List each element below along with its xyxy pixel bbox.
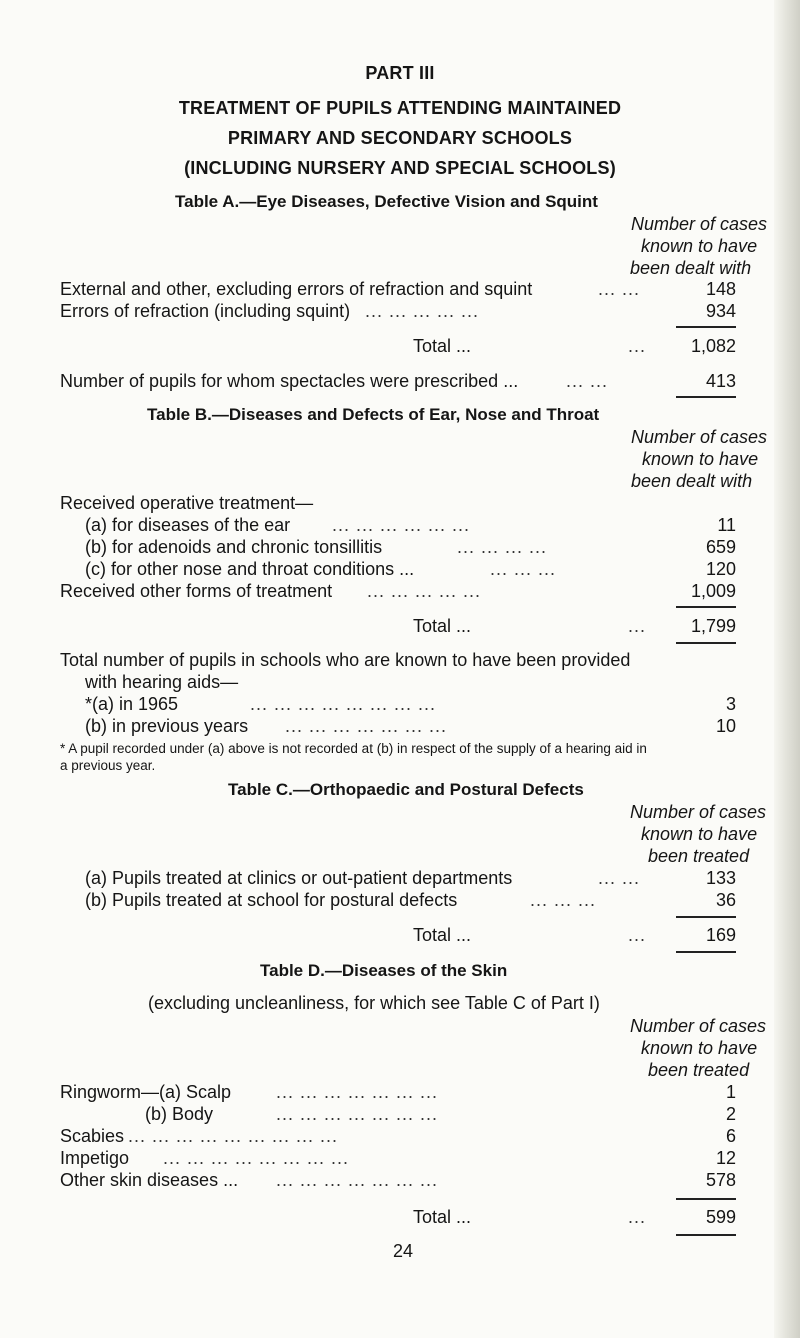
hearing-row-dots: ... ... ... ... ... ... ... ... bbox=[250, 694, 437, 714]
page-number: 24 bbox=[393, 1241, 414, 1261]
table-a-row-dots: ... ... ... ... ... bbox=[365, 301, 480, 321]
table-d-row-value: 2 bbox=[725, 1104, 736, 1124]
table-d-title: Table D.—Diseases of the Skin bbox=[260, 961, 508, 980]
table-a-row-value: 148 bbox=[705, 279, 736, 299]
footnote-line-2: a previous year. bbox=[60, 758, 156, 773]
table-b-row-dots: ... ... ... bbox=[490, 559, 557, 579]
table-d-row-dots: ... ... ... ... ... ... ... bbox=[276, 1104, 439, 1124]
footnote-line-1: * A pupil recorded under (a) above is not recorded at (b) in respect of the supply of a hearing aid in bbox=[60, 741, 647, 756]
hearing-row-label: *(a) in 1965 bbox=[85, 694, 179, 714]
title-line-1: TREATMENT OF PUPILS ATTENDING MAINTAINED bbox=[178, 98, 622, 118]
table-a-row-dots: ... ... bbox=[598, 279, 641, 299]
table-b-subtotal-rule bbox=[676, 606, 736, 608]
hearing-row-value: 3 bbox=[725, 694, 736, 714]
table-b-total-dots: ... bbox=[628, 616, 647, 636]
table-d-row-label: Scabies bbox=[60, 1126, 125, 1146]
hearing-line-2: with hearing aids— bbox=[85, 672, 239, 692]
table-c-end-rule bbox=[676, 951, 736, 953]
table-a-row-label: Errors of refraction (including squint) bbox=[60, 301, 351, 321]
table-c-col-head-3: been treated bbox=[648, 846, 750, 866]
table-b-row-label: (c) for other nose and throat conditions ... bbox=[85, 559, 415, 579]
table-a-total-dots: ... bbox=[628, 336, 647, 356]
table-a-title: Table A.—Eye Diseases, Defective Vision and Squint bbox=[175, 192, 598, 211]
spectacles-label: Number of pupils for whom spectacles were prescribed ... bbox=[60, 371, 519, 391]
table-b-row-value: 11 bbox=[717, 515, 736, 535]
table-c-subtotal-rule bbox=[676, 916, 736, 918]
table-b-row-dots: ... ... ... ... ... ... bbox=[332, 515, 471, 535]
table-a-row-label: External and other, excluding errors of refraction and squint bbox=[60, 279, 533, 299]
title-line-3: (INCLUDING NURSERY AND SPECIAL SCHOOLS) bbox=[184, 158, 616, 178]
table-b-group-label: Received operative treatment— bbox=[60, 493, 314, 513]
table-d-row-label: (b) Body bbox=[145, 1104, 214, 1124]
table-d-row-dots: ... ... ... ... ... ... ... bbox=[276, 1170, 439, 1190]
table-d-total-value: 599 bbox=[705, 1207, 736, 1227]
table-d-end-rule bbox=[676, 1234, 736, 1236]
table-d-row-label: Impetigo bbox=[60, 1148, 130, 1168]
table-a-end-rule bbox=[676, 396, 736, 398]
table-d-row-value: 1 bbox=[725, 1082, 736, 1102]
table-d-row-label: Ringworm—(a) Scalp bbox=[60, 1082, 232, 1102]
table-a-subtotal-rule bbox=[676, 326, 736, 328]
table-c-row-value: 133 bbox=[705, 868, 736, 888]
hearing-row-dots: ... ... ... ... ... ... ... bbox=[285, 716, 448, 736]
table-b-total-value: 1,799 bbox=[690, 616, 736, 636]
table-b-row-label: Received other forms of treatment bbox=[60, 581, 333, 601]
table-d-row-dots: ... ... ... ... ... ... ... ... ... bbox=[128, 1126, 339, 1146]
table-a-total-value: 1,082 bbox=[690, 336, 736, 356]
table-c-col-head-2: known to have bbox=[641, 824, 758, 844]
title-line-2: PRIMARY AND SECONDARY SCHOOLS bbox=[227, 128, 573, 148]
table-d-subtitle: (excluding uncleanliness, for which see Table C of Part I) bbox=[148, 993, 600, 1013]
table-c-row-dots: ... ... ... bbox=[530, 890, 597, 910]
table-b-row-dots: ... ... ... ... bbox=[457, 537, 548, 557]
table-b-row-label: (a) for diseases of the ear bbox=[85, 515, 291, 535]
table-b-col-head-2: known to have bbox=[642, 449, 759, 469]
table-d-col-head-3: been treated bbox=[648, 1060, 750, 1080]
table-c-row-label: (b) Pupils treated at school for postural defects bbox=[85, 890, 458, 910]
table-a-col-head-1: Number of cases bbox=[631, 214, 768, 234]
spectacles-dots: ... ... bbox=[566, 371, 609, 391]
table-b-total-label: Total ... bbox=[413, 616, 472, 636]
table-c-total-dots: ... bbox=[628, 925, 647, 945]
table-b-row-dots: ... ... ... ... ... bbox=[367, 581, 482, 601]
table-b-row-value: 659 bbox=[705, 537, 736, 557]
table-d-col-head-2: known to have bbox=[641, 1038, 758, 1058]
table-d-total-dots: ... bbox=[628, 1207, 647, 1227]
table-b-title: Table B.—Diseases and Defects of Ear, Nose and Throat bbox=[147, 405, 600, 424]
table-a-col-head-3: been dealt with bbox=[630, 258, 752, 278]
hearing-row-label: (b) in previous years bbox=[85, 716, 249, 736]
hearing-row-value: 10 bbox=[715, 716, 736, 736]
table-d-col-head-1: Number of cases bbox=[630, 1016, 767, 1036]
table-d-row-value: 578 bbox=[705, 1170, 736, 1190]
table-a-total-label: Total ... bbox=[413, 336, 472, 356]
table-c-col-head-1: Number of cases bbox=[630, 802, 767, 822]
table-c-row-label: (a) Pupils treated at clinics or out-patient departments bbox=[85, 868, 513, 888]
table-b-end-rule bbox=[676, 642, 736, 644]
table-b-row-value: 120 bbox=[705, 559, 736, 579]
table-d-total-label: Total ... bbox=[413, 1207, 472, 1227]
table-a-row-value: 934 bbox=[705, 301, 736, 321]
table-c-title: Table C.—Orthopaedic and Postural Defects bbox=[228, 780, 584, 799]
table-b-col-head-3: been dealt with bbox=[631, 471, 753, 491]
table-c-total-value: 169 bbox=[705, 925, 736, 945]
part-heading: PART III bbox=[365, 63, 435, 83]
table-c-row-value: 36 bbox=[715, 890, 736, 910]
table-d-row-dots: ... ... ... ... ... ... ... bbox=[276, 1082, 439, 1102]
table-d-row-dots: ... ... ... ... ... ... ... ... bbox=[163, 1148, 350, 1168]
table-c-total-label: Total ... bbox=[413, 925, 472, 945]
table-d-row-label: Other skin diseases ... bbox=[60, 1170, 239, 1190]
table-b-row-label: (b) for adenoids and chronic tonsillitis bbox=[85, 537, 383, 557]
table-d-row-value: 12 bbox=[715, 1148, 736, 1168]
table-d-subtotal-rule bbox=[676, 1198, 736, 1200]
hearing-line-1: Total number of pupils in schools who are known to have been provided bbox=[60, 650, 631, 670]
table-a-col-head-2: known to have bbox=[641, 236, 758, 256]
table-b-row-value: 1,009 bbox=[690, 581, 736, 601]
table-d-row-value: 6 bbox=[725, 1126, 736, 1146]
spectacles-value: 413 bbox=[705, 371, 736, 391]
table-b-col-head-1: Number of cases bbox=[631, 427, 768, 447]
table-c-row-dots: ... ... bbox=[598, 868, 641, 888]
